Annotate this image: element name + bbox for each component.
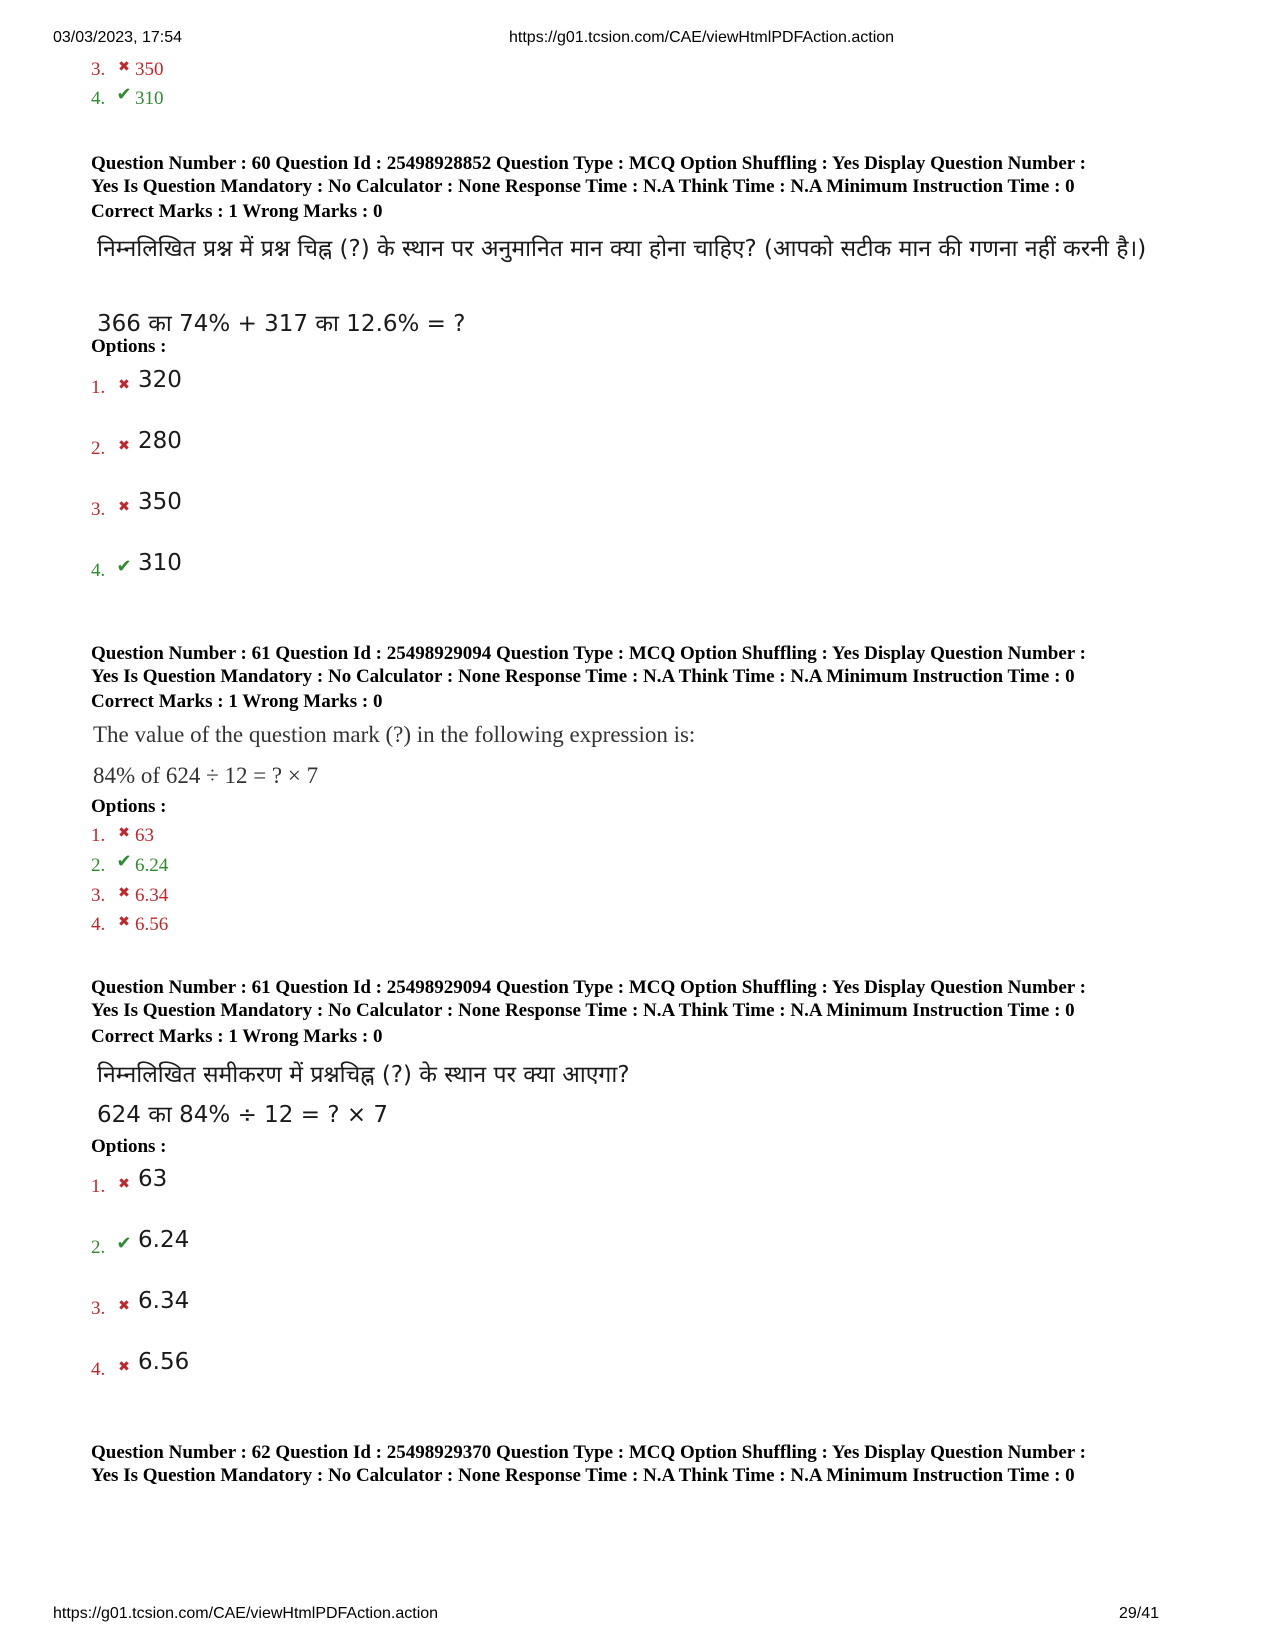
question-expression: 624 का 84% ÷ 12 = ? × 7 (97, 1102, 389, 1128)
question-meta-line: Yes Is Question Mandatory : No Calculator : None Response Time : N.A Think Time : N.A Minimum Instruction Time : 0 (91, 1465, 1075, 1486)
question-text: निम्नलिखित प्रश्न में प्रश्न चिह्न (?) के स्थान पर अनुमानित मान क्या होना चाहिए? (आपको सटीक मान की गणना नहीं करनी है।) (97, 236, 1147, 262)
cross-icon: ✖ (118, 825, 130, 841)
option-number: 4. (91, 560, 106, 581)
question-meta (91, 976, 1211, 1022)
cross-icon: ✖ (118, 1298, 130, 1314)
cross-icon: ✖ (118, 499, 130, 515)
print-datetime: 03/03/2023, 17:54 (53, 29, 183, 46)
option-number: 4. (91, 1359, 106, 1380)
option-number: 2. (91, 855, 106, 876)
option-number: 1. (91, 1176, 106, 1197)
question-meta (91, 1441, 1211, 1487)
option-value: 6.56 (135, 914, 169, 935)
option-number: 3. (91, 885, 106, 906)
cross-icon: ✖ (118, 914, 130, 930)
footer-url: https://g01.tcsion.com/CAE/viewHtmlPDFAction.action (53, 1605, 439, 1622)
option-value: 63 (138, 1166, 168, 1192)
option-item (91, 84, 164, 118)
check-icon: ✔ (116, 556, 132, 577)
option-number: 3. (91, 1298, 106, 1319)
question-expression: 366 का 74% + 317 का 12.6% = ? (97, 311, 466, 337)
print-url: https://g01.tcsion.com/CAE/viewHtmlPDFAction.action (509, 29, 895, 46)
option-number: 3. (91, 499, 106, 520)
check-icon: ✔ (116, 1233, 132, 1254)
question-meta-line: Question Number : 61 Question Id : 25498929094 Question Type : MCQ Option Shuffling : Yes Display Question Number : (91, 643, 1086, 664)
check-icon: ✔ (116, 851, 132, 872)
option-number: 3. (91, 59, 106, 80)
option-item (91, 914, 168, 944)
question-meta (91, 152, 1211, 198)
option-value: 280 (138, 428, 182, 454)
question-marks: Correct Marks : 1 Wrong Marks : 0 (91, 201, 383, 222)
question-meta-line: Question Number : 60 Question Id : 25498928852 Question Type : MCQ Option Shuffling : Yes Display Question Number : (91, 153, 1086, 174)
option-value: 6.34 (135, 885, 169, 906)
cross-icon: ✖ (118, 1176, 130, 1192)
option-item (91, 1349, 190, 1385)
cross-icon: ✖ (118, 377, 130, 393)
option-number: 4. (91, 88, 106, 109)
options-label: Options : (91, 796, 167, 817)
question-meta-line: Yes Is Question Mandatory : No Calculator : None Response Time : N.A Think Time : N.A Minimum Instruction Time : 0 (91, 1000, 1075, 1021)
page-number: 29/41 (1119, 1605, 1160, 1622)
question-meta-line: Yes Is Question Mandatory : No Calculator : None Response Time : N.A Think Time : N.A Minimum Instruction Time : 0 (91, 666, 1075, 687)
option-value: 6.34 (138, 1288, 190, 1314)
option-item (91, 489, 182, 525)
question-meta-line: Question Number : 62 Question Id : 25498929370 Question Type : MCQ Option Shuffling : Yes Display Question Number : (91, 1442, 1086, 1463)
option-item (91, 367, 182, 403)
question-text: The value of the question mark (?) in the following expression is: (93, 722, 696, 747)
option-item (91, 1166, 168, 1202)
question-marks: Correct Marks : 1 Wrong Marks : 0 (91, 1026, 383, 1047)
option-value: 63 (135, 825, 154, 846)
option-number: 2. (91, 1237, 106, 1258)
cross-icon: ✖ (118, 885, 130, 901)
option-number: 4. (91, 914, 106, 935)
option-number: 1. (91, 377, 106, 398)
option-item (91, 550, 182, 586)
option-value: 350 (138, 489, 182, 515)
option-value: 320 (138, 367, 182, 393)
question-meta-line: Question Number : 61 Question Id : 25498929094 Question Type : MCQ Option Shuffling : Yes Display Question Number : (91, 977, 1086, 998)
option-number: 1. (91, 825, 106, 846)
option-item (91, 1227, 190, 1263)
cross-icon: ✖ (118, 1359, 130, 1375)
option-item (91, 1288, 190, 1324)
option-value: 350 (135, 59, 164, 80)
question-text: निम्नलिखित समीकरण में प्रश्नचिह्न (?) के स्थान पर क्या आएगा? (97, 1062, 630, 1088)
option-item (91, 428, 182, 464)
option-value: 6.56 (138, 1349, 190, 1375)
question-meta-line: Yes Is Question Mandatory : No Calculator : None Response Time : N.A Think Time : N.A Minimum Instruction Time : 0 (91, 176, 1075, 197)
option-item (91, 851, 169, 885)
option-value: 6.24 (138, 1227, 190, 1253)
question-expression: 84% of 624 ÷ 12 = ? × 7 (93, 763, 319, 788)
option-value: 310 (138, 550, 182, 576)
option-value: 6.24 (135, 855, 169, 876)
options-label: Options : (91, 1136, 167, 1157)
cross-icon: ✖ (118, 438, 130, 454)
option-value: 310 (135, 88, 164, 109)
option-number: 2. (91, 438, 106, 459)
option-item (91, 885, 168, 915)
cross-icon: ✖ (118, 59, 130, 75)
options-label: Options : (91, 336, 167, 357)
question-marks: Correct Marks : 1 Wrong Marks : 0 (91, 691, 383, 712)
question-meta (91, 642, 1211, 688)
check-icon: ✔ (116, 84, 132, 105)
